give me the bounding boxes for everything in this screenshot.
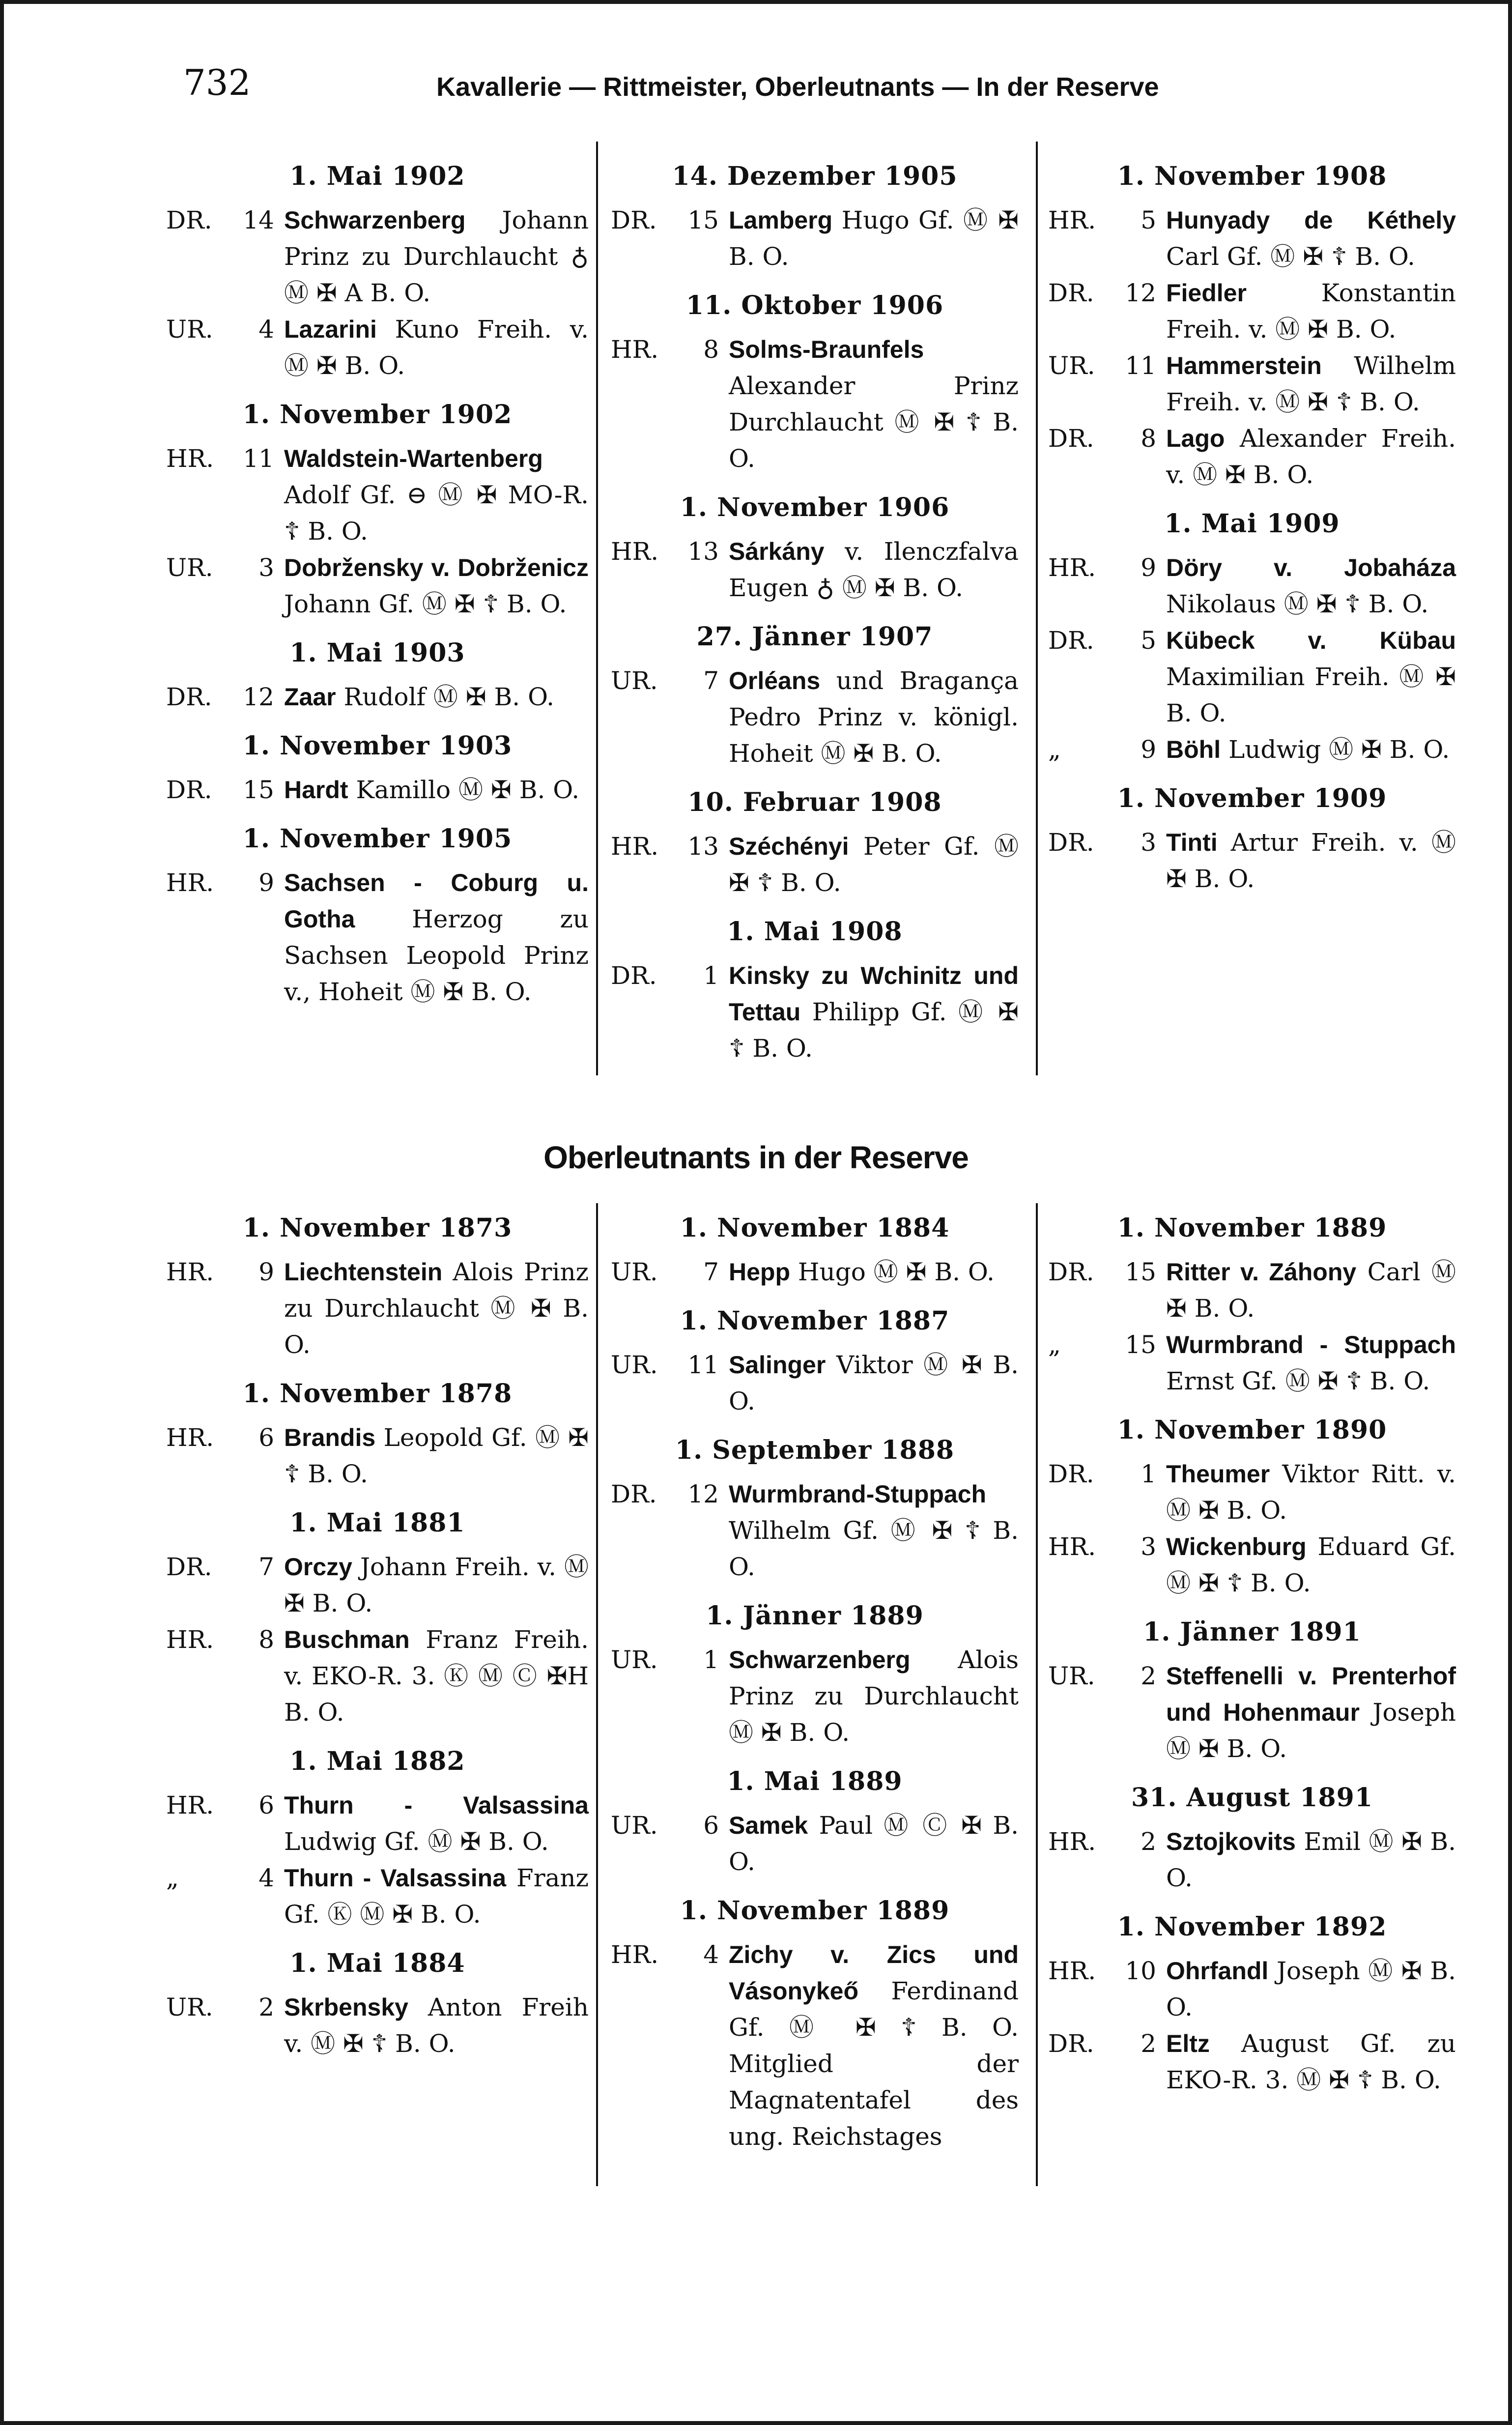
- officer-entry: [166, 1549, 589, 1621]
- officer-details: [729, 1476, 1019, 1585]
- officer-details: [1166, 1327, 1456, 1399]
- date-heading: 1. Mai 1882: [289, 1746, 465, 1776]
- officer-entry: [166, 1989, 589, 2062]
- officer-info: Leopold Gf. Ⓜ ✠ ☦ B. O.: [284, 1423, 589, 1488]
- regiment-type: UR.: [166, 553, 213, 582]
- regiment-number: 8: [258, 1625, 274, 1654]
- officer-entry: [1048, 275, 1456, 347]
- officer-info: Alexander Freih. v. Ⓜ ✠ B. O.: [1166, 424, 1456, 489]
- officer-entry: [166, 1254, 589, 1363]
- officer-surname: Kinsky zu Wchinitz und Tettau: [729, 962, 1019, 1026]
- date-heading: 1. November 1878: [242, 1379, 513, 1409]
- regiment-type: HR.: [166, 444, 214, 473]
- officer-surname: Skrbensky: [284, 1993, 408, 2021]
- officer-details: [1166, 420, 1456, 493]
- date-heading: 1. Mai 1908: [727, 917, 903, 947]
- officer-info: Alois Prinz zu Durchlaucht Ⓜ ✠ B. O.: [284, 1258, 589, 1359]
- officer-info: Johann Gf. Ⓜ ✠ ☦ B. O.: [284, 590, 567, 618]
- officer-entry: [166, 1860, 589, 1933]
- officer-entry: [1048, 1254, 1456, 1327]
- date-heading: 27. Jänner 1907: [696, 622, 933, 652]
- regiment-number: 4: [703, 1940, 719, 1969]
- running-head: Kavallerie — Rittmeister, Oberleutnants — In der Reserve: [436, 72, 1159, 102]
- top-column-3: [1048, 161, 1456, 897]
- regiment-number: 2: [1141, 2029, 1156, 2058]
- regiment-type: HR.: [611, 335, 659, 364]
- officer-info: Wilhelm Gf. Ⓜ ✠ ☦ B. O.: [729, 1516, 1019, 1581]
- officer-info: Peter Gf. Ⓜ ✠ ☦ B. O.: [729, 832, 1019, 897]
- officer-info: Ferdinand Gf. Ⓜ ✠ ☦ B. O. Mitglied der Magnatentafel des ung. Reichstages: [729, 1977, 1019, 2151]
- regiment-number: 15: [687, 206, 719, 234]
- regiment-type: DR.: [1048, 424, 1094, 453]
- officer-info: Rudolf Ⓜ ✠ B. O.: [343, 683, 555, 711]
- regiment-type: UR.: [1048, 1662, 1095, 1690]
- officer-info: Alexander Prinz Durchlaucht Ⓜ ✠ ☦ B. O.: [729, 372, 1019, 473]
- officer-surname: Sachsen - Coburg u. Gotha: [284, 869, 589, 933]
- officer-entry: [611, 1254, 1019, 1290]
- officer-details: [729, 202, 1019, 275]
- officer-details: [729, 1642, 1019, 1751]
- officer-surname: Wickenburg: [1166, 1533, 1307, 1560]
- officer-details: [284, 1254, 589, 1363]
- regiment-type: UR.: [611, 666, 658, 695]
- officer-entry: [166, 440, 589, 549]
- officer-surname: Thurn - Valsassina: [284, 1791, 589, 1819]
- officer-info: Wilhelm Freih. v. Ⓜ ✠ ☦ B. O.: [1166, 351, 1456, 416]
- officer-info: Hugo Ⓜ ✠ B. O.: [798, 1258, 995, 1286]
- officer-surname: Döry v. Jobaháza: [1166, 554, 1456, 581]
- regiment-type: UR.: [611, 1811, 658, 1840]
- regiment-number: 6: [258, 1423, 274, 1452]
- date-heading: 1. Mai 1902: [289, 161, 465, 191]
- top-column-2: [611, 161, 1019, 1067]
- officer-details: [1166, 202, 1456, 275]
- date-heading: 1. November 1908: [1117, 161, 1387, 191]
- regiment-type: HR.: [166, 1625, 214, 1654]
- officer-details: [1166, 1658, 1456, 1767]
- regiment-number: 12: [687, 1480, 719, 1508]
- officer-details: [729, 1347, 1019, 1419]
- date-heading: 1. November 1903: [242, 731, 513, 761]
- regiment-type: HR.: [611, 537, 659, 566]
- regiment-type: DR.: [1048, 2029, 1094, 2058]
- officer-info: Franz Freih. v. EKO-R. 3. Ⓚ Ⓜ Ⓒ ✠H B. O.: [284, 1625, 589, 1727]
- regiment-type: UR.: [1048, 351, 1095, 380]
- officer-info: Viktor Ⓜ ✠ B. O.: [729, 1351, 1019, 1415]
- officer-details: [1166, 2025, 1456, 2098]
- officer-surname: Orléans: [729, 667, 821, 694]
- officer-info: und Bragança Pedro Prinz v. königl. Hoheit Ⓜ ✠ B. O.: [729, 666, 1019, 768]
- date-heading: 1. November 1905: [242, 824, 513, 854]
- regiment-number: 15: [1125, 1258, 1156, 1286]
- officer-entry: [611, 1936, 1019, 2155]
- regiment-type: HR.: [1048, 206, 1096, 234]
- officer-surname: Theumer: [1166, 1460, 1270, 1488]
- officer-entry: [1048, 420, 1456, 493]
- regiment-number: 10: [1125, 1957, 1156, 1985]
- officer-details: [284, 1549, 589, 1621]
- officer-info: August Gf. zu EKO-R. 3. Ⓜ ✠ ☦ B. O.: [1166, 2029, 1456, 2094]
- regiment-number: 4: [258, 315, 274, 344]
- officer-info: Carl Ⓜ ✠ B. O.: [1166, 1258, 1456, 1323]
- officer-info: Johann Prinz zu Durchlaucht ♁ Ⓜ ✠ A B. O.: [284, 206, 589, 307]
- bottom-column-3: [1048, 1213, 1456, 2098]
- regiment-number: 15: [243, 776, 274, 804]
- officer-info: Ludwig Gf. Ⓜ ✠ B. O.: [284, 1827, 549, 1856]
- regiment-type: „: [1048, 1330, 1061, 1359]
- date-heading: 1. Mai 1881: [289, 1508, 465, 1538]
- regiment-number: 3: [258, 553, 274, 582]
- officer-surname: Orczy: [284, 1553, 352, 1581]
- regiment-number: 1: [703, 1646, 719, 1674]
- officer-info: Ludwig Ⓜ ✠ B. O.: [1228, 735, 1450, 764]
- date-heading: 1. November 1902: [242, 400, 513, 430]
- officer-details: [1166, 1529, 1456, 1601]
- regiment-number: 6: [703, 1811, 719, 1840]
- regiment-type: DR.: [1048, 828, 1094, 857]
- regiment-type: DR.: [1048, 626, 1094, 655]
- bottom-column-2: [611, 1213, 1019, 2155]
- officer-entry: [1048, 1658, 1456, 1767]
- regiment-type: HR.: [166, 1423, 214, 1452]
- officer-entry: [166, 772, 589, 808]
- officer-details: [729, 1807, 1019, 1880]
- page-number: 732: [183, 62, 251, 103]
- officer-surname: Zaar: [284, 683, 336, 711]
- officer-surname: Széchényi: [729, 833, 849, 860]
- regiment-number: 1: [703, 961, 719, 990]
- officer-surname: Hammerstein: [1166, 352, 1322, 379]
- date-heading: 10. Februar 1908: [687, 787, 942, 817]
- officer-entry: [611, 1476, 1019, 1585]
- regiment-number: 3: [1141, 1532, 1156, 1561]
- regiment-number: 11: [243, 444, 274, 473]
- officer-surname: Kübeck v. Kübau: [1166, 627, 1456, 654]
- officer-details: [284, 865, 589, 1010]
- officer-details: [284, 440, 589, 549]
- regiment-type: DR.: [1048, 1460, 1094, 1488]
- officer-info: Adolf Gf. ⊖ Ⓜ ✠ MO-R. ☦ B. O.: [284, 481, 589, 546]
- officer-surname: Wurmbrand-Stuppach: [729, 1480, 987, 1508]
- regiment-type: UR.: [166, 1993, 213, 2021]
- regiment-type: UR.: [611, 1351, 658, 1379]
- officer-info: Emil Ⓜ ✠ B. O.: [1166, 1827, 1456, 1892]
- regiment-number: 14: [243, 206, 274, 234]
- regiment-number: 9: [258, 1258, 274, 1286]
- officer-surname: Dobržensky v. Dobrženicz: [284, 554, 589, 581]
- officer-details: [729, 1936, 1019, 2155]
- top-column-1: [166, 161, 589, 1010]
- regiment-number: 9: [258, 868, 274, 897]
- officer-entry: [1048, 622, 1456, 731]
- officer-info: Franz Gf. Ⓚ Ⓜ ✠ B. O.: [284, 1864, 589, 1929]
- officer-details: [284, 1989, 589, 2062]
- officer-info: Paul Ⓜ Ⓒ ✠ B. O.: [729, 1811, 1019, 1876]
- date-heading: 1. November 1887: [680, 1306, 950, 1336]
- officer-surname: Liechtenstein: [284, 1258, 443, 1286]
- regiment-number: 13: [687, 832, 719, 861]
- regiment-number: 12: [243, 683, 274, 711]
- officer-info: Nikolaus Ⓜ ✠ ☦ B. O.: [1166, 590, 1429, 618]
- officer-info: Herzog zu Sachsen Leopold Prinz v., Hoheit Ⓜ ✠ B. O.: [284, 905, 589, 1006]
- officer-surname: Hardt: [284, 776, 348, 804]
- officer-entry: [611, 1642, 1019, 1751]
- regiment-number: 4: [258, 1864, 274, 1892]
- date-heading: 1. November 1873: [242, 1213, 513, 1243]
- officer-details: [284, 1621, 589, 1731]
- officer-surname: Zichy v. Zics und Vásonykeő: [729, 1941, 1019, 2005]
- officer-entry: [1048, 347, 1456, 420]
- officer-surname: Sztojkovits: [1166, 1828, 1296, 1855]
- officer-details: [284, 549, 589, 622]
- officer-details: [729, 1254, 1019, 1290]
- officer-entry: [166, 1787, 589, 1860]
- officer-entry: [611, 957, 1019, 1067]
- regiment-type: HR.: [1048, 1532, 1096, 1561]
- regiment-type: HR.: [1048, 553, 1096, 582]
- officer-surname: Waldstein-Wartenberg: [284, 445, 543, 472]
- regiment-type: HR.: [166, 1791, 214, 1819]
- regiment-number: 8: [1141, 424, 1156, 453]
- officer-info: Anton Freih v. Ⓜ ✠ ☦ B. O.: [284, 1993, 589, 2058]
- officer-surname: Lamberg: [729, 206, 833, 234]
- officer-entry: [1048, 1529, 1456, 1601]
- officer-surname: Lazarini: [284, 316, 377, 343]
- officer-details: [1166, 275, 1456, 347]
- officer-details: [284, 772, 589, 808]
- officer-entry: [611, 202, 1019, 275]
- bottom-column-1: [166, 1213, 589, 2062]
- officer-entry: [611, 663, 1019, 772]
- officer-details: [1166, 1823, 1456, 1896]
- officer-details: [284, 1787, 589, 1860]
- officer-surname: Salinger: [729, 1351, 826, 1379]
- officer-info: Maximilian Freih. Ⓜ ✠ B. O.: [1166, 663, 1456, 727]
- officer-surname: Brandis: [284, 1424, 376, 1451]
- officer-surname: Schwarzenberg: [284, 206, 466, 234]
- officer-info: Ernst Gf. Ⓜ ✠ ☦ B. O.: [1166, 1367, 1430, 1395]
- date-heading: 11. Oktober 1906: [685, 290, 944, 320]
- officer-entry: [166, 679, 589, 715]
- officer-info: Artur Freih. v. Ⓜ ✠ B. O.: [1166, 828, 1456, 893]
- officer-info: Eduard Gf. Ⓜ ✠ ☦ B. O.: [1166, 1532, 1456, 1597]
- officer-surname: Wurmbrand - Stuppach: [1166, 1331, 1456, 1358]
- date-heading: 1. Mai 1884: [289, 1948, 465, 1978]
- officer-info: Joseph Ⓜ ✠ B. O.: [1166, 1698, 1456, 1763]
- regiment-number: 7: [703, 1258, 719, 1286]
- regiment-type: DR.: [1048, 1258, 1094, 1286]
- regiment-type: DR.: [166, 206, 212, 234]
- date-heading: 14. Dezember 1905: [672, 161, 958, 191]
- regiment-type: HR.: [1048, 1827, 1096, 1856]
- officer-details: [1166, 824, 1456, 897]
- regiment-number: 5: [1141, 206, 1156, 234]
- date-heading: 1. November 1892: [1117, 1912, 1387, 1942]
- officer-details: [284, 1419, 589, 1492]
- officer-entry: [1048, 549, 1456, 622]
- regiment-number: 5: [1141, 626, 1156, 655]
- officer-entry: [166, 865, 589, 1010]
- officer-entry: [611, 1807, 1019, 1880]
- date-heading: 31. August 1891: [1131, 1783, 1373, 1813]
- officer-info: Johann Freih. v. Ⓜ ✠ B. O.: [284, 1553, 589, 1617]
- regiment-number: 12: [1125, 279, 1156, 307]
- officer-details: [1166, 1953, 1456, 2025]
- regiment-type: DR.: [611, 961, 657, 990]
- officer-entry: [166, 1621, 589, 1731]
- document-page: [4, 4, 1508, 2421]
- regiment-type: DR.: [1048, 279, 1094, 307]
- officer-entry: [1048, 824, 1456, 897]
- officer-surname: Thurn - Valsassina: [284, 1864, 507, 1892]
- regiment-number: 2: [258, 1993, 274, 2021]
- officer-surname: Lago: [1166, 425, 1225, 452]
- officer-entry: [1048, 2025, 1456, 2098]
- date-heading: 1. Mai 1909: [1164, 509, 1340, 539]
- officer-details: [1166, 731, 1456, 768]
- officer-entry: [166, 549, 589, 622]
- regiment-type: DR.: [611, 1480, 657, 1508]
- officer-info: Joseph Ⓜ ✠ B. O.: [1166, 1957, 1456, 2021]
- regiment-type: HR.: [1048, 1957, 1096, 1985]
- regiment-number: 6: [258, 1791, 274, 1819]
- officer-info: Konstantin Freih. v. Ⓜ ✠ B. O.: [1166, 279, 1456, 344]
- date-heading: 1. September 1888: [675, 1435, 955, 1465]
- column-rule: [596, 142, 598, 1075]
- regiment-type: DR.: [611, 206, 657, 234]
- officer-surname: Hunyady de Kéthely: [1166, 206, 1456, 234]
- officer-details: [284, 1860, 589, 1933]
- officer-info: v. Ilenczfalva Eugen ♁ Ⓜ ✠ B. O.: [729, 537, 1019, 602]
- officer-info: Carl Gf. Ⓜ ✠ ☦ B. O.: [1166, 242, 1415, 271]
- officer-surname: Buschman: [284, 1626, 410, 1653]
- officer-surname: Böhl: [1166, 736, 1221, 763]
- officer-details: [729, 533, 1019, 606]
- officer-entry: [1048, 202, 1456, 275]
- regiment-number: 11: [1125, 351, 1156, 380]
- officer-surname: Ohrfandl: [1166, 1957, 1269, 1985]
- regiment-type: UR.: [611, 1258, 658, 1286]
- officer-entry: [1048, 1456, 1456, 1529]
- officer-entry: [1048, 1823, 1456, 1896]
- officer-details: [1166, 1456, 1456, 1529]
- date-heading: 1. November 1909: [1117, 783, 1387, 813]
- date-heading: 1. Jänner 1889: [706, 1601, 924, 1631]
- officer-details: [284, 679, 589, 715]
- regiment-number: 1: [1141, 1460, 1156, 1488]
- officer-details: [729, 828, 1019, 901]
- officer-entry: [611, 828, 1019, 901]
- section-title: Oberleutnants in der Reserve: [543, 1140, 969, 1175]
- officer-entry: [166, 202, 589, 311]
- regiment-type: DR.: [166, 1553, 212, 1581]
- column-rule: [1036, 1203, 1038, 2186]
- date-heading: 1. Mai 1903: [289, 638, 465, 668]
- date-heading: 1. Mai 1889: [727, 1766, 903, 1796]
- regiment-number: 3: [1141, 828, 1156, 857]
- officer-entry: [611, 331, 1019, 477]
- officer-info: Kuno Freih. v. Ⓜ ✠ B. O.: [284, 315, 589, 380]
- officer-surname: Eltz: [1166, 2030, 1210, 2057]
- date-heading: 1. Jänner 1891: [1143, 1617, 1361, 1647]
- officer-surname: Samek: [729, 1812, 808, 1839]
- officer-info: Alois Prinz zu Durchlaucht Ⓜ ✠ B. O.: [729, 1646, 1019, 1747]
- officer-surname: Ritter v. Záhony: [1166, 1258, 1357, 1286]
- regiment-type: HR.: [611, 1940, 659, 1969]
- officer-surname: Sárkány: [729, 538, 825, 565]
- officer-details: [1166, 622, 1456, 731]
- date-heading: 1. November 1906: [680, 492, 950, 522]
- officer-entry: [1048, 731, 1456, 768]
- regiment-type: HR.: [166, 868, 214, 897]
- officer-details: [729, 663, 1019, 772]
- officer-details: [284, 311, 589, 384]
- officer-details: [284, 202, 589, 311]
- officer-entry: [611, 1347, 1019, 1419]
- regiment-number: 9: [1141, 553, 1156, 582]
- regiment-type: DR.: [166, 683, 212, 711]
- date-heading: 1. November 1889: [680, 1896, 950, 1926]
- officer-details: [729, 331, 1019, 477]
- officer-entry: [611, 533, 1019, 606]
- officer-surname: Fiedler: [1166, 279, 1247, 307]
- regiment-number: 9: [1141, 735, 1156, 764]
- regiment-number: 11: [687, 1351, 719, 1379]
- officer-info: Viktor Ritt. v. Ⓜ ✠ B. O.: [1166, 1460, 1456, 1525]
- regiment-number: 7: [703, 666, 719, 695]
- regiment-number: 7: [258, 1553, 274, 1581]
- regiment-number: 8: [703, 335, 719, 364]
- regiment-number: 13: [687, 537, 719, 566]
- regiment-type: „: [166, 1864, 179, 1892]
- regiment-type: „: [1048, 735, 1061, 764]
- officer-details: [729, 957, 1019, 1067]
- officer-surname: Hepp: [729, 1258, 790, 1286]
- officer-entry: [1048, 1327, 1456, 1399]
- officer-entry: [166, 1419, 589, 1492]
- date-heading: 1. November 1884: [680, 1213, 950, 1243]
- column-rule: [1036, 142, 1038, 1075]
- date-heading: 1. November 1889: [1117, 1213, 1387, 1243]
- regiment-type: DR.: [166, 776, 212, 804]
- regiment-number: 2: [1141, 1827, 1156, 1856]
- officer-info: Philipp Gf. Ⓜ ✠ ☦ B. O.: [729, 998, 1019, 1063]
- officer-info: Kamillo Ⓜ ✠ B. O.: [356, 776, 580, 804]
- officer-surname: Steffenelli v. Prenterhof und Hohenmaur: [1166, 1662, 1456, 1726]
- regiment-type: UR.: [611, 1646, 658, 1674]
- officer-entry: [1048, 1953, 1456, 2025]
- date-heading: 1. November 1890: [1117, 1415, 1387, 1445]
- officer-surname: Solms-Braunfels: [729, 336, 924, 363]
- regiment-type: UR.: [166, 315, 213, 344]
- column-rule: [596, 1203, 598, 2186]
- regiment-type: HR.: [611, 832, 659, 861]
- officer-info: Hugo Gf. Ⓜ ✠ B. O.: [729, 206, 1019, 271]
- officer-details: [1166, 1254, 1456, 1327]
- officer-details: [1166, 549, 1456, 622]
- officer-entry: [166, 311, 589, 384]
- regiment-number: 2: [1141, 1662, 1156, 1690]
- officer-surname: Schwarzenberg: [729, 1646, 911, 1674]
- regiment-type: HR.: [166, 1258, 214, 1286]
- officer-details: [1166, 347, 1456, 420]
- regiment-number: 15: [1125, 1330, 1156, 1359]
- officer-surname: Tinti: [1166, 829, 1218, 856]
